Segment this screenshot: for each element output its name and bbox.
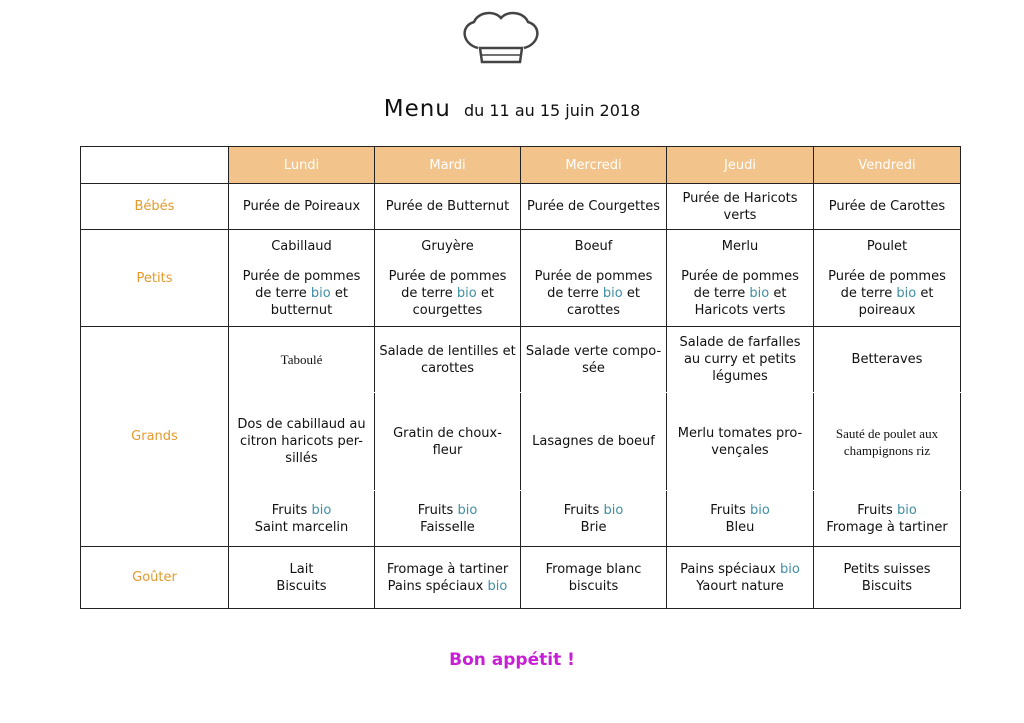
menu-table bbox=[80, 146, 961, 609]
menu-cell: Fruits bio Faisselle bbox=[375, 491, 521, 547]
day-header: Vendredi bbox=[814, 147, 961, 184]
menu-cell: Purée de Butternut bbox=[375, 184, 521, 230]
bio-label: bio bbox=[457, 502, 478, 518]
menu-cell: Fruits bio Fromage à tartiner bbox=[814, 491, 961, 547]
menu-cell: Purée de Courgettes bbox=[521, 184, 667, 230]
menu-cell: Fruits bio Saint marcelin bbox=[229, 491, 375, 547]
corner-cell bbox=[81, 147, 229, 184]
menu-cell bbox=[667, 230, 814, 327]
menu-cell: Merlu tomates pro-vençales bbox=[667, 393, 814, 491]
dish-side: Purée de pommes de terre bio et poireaux bbox=[828, 268, 946, 318]
bio-label: bio bbox=[311, 502, 332, 518]
bio-label: bio bbox=[896, 502, 917, 518]
menu-cell: Fruits bio Brie bbox=[521, 491, 667, 547]
day-header: Lundi bbox=[229, 147, 375, 184]
menu-cell: Taboulé bbox=[229, 327, 375, 393]
day-header-row bbox=[81, 147, 961, 184]
dish-side: Purée de pommes de terre bio et carottes bbox=[534, 268, 653, 318]
bon-appetit-text: Bon appétit ! bbox=[449, 650, 575, 670]
dish-main: Poulet bbox=[866, 238, 908, 254]
menu-cell bbox=[521, 230, 667, 327]
menu-cell bbox=[229, 230, 375, 327]
menu-cell: Purée de Haricots verts bbox=[667, 184, 814, 230]
title-dates: du 11 au 15 juin 2018 bbox=[463, 101, 641, 120]
menu-cell: Gratin de choux-fleur bbox=[375, 393, 521, 491]
menu-title bbox=[0, 96, 1024, 122]
dish-side: Purée de pommes de terre bio et butternut bbox=[242, 268, 361, 318]
dish-main: Gruyère bbox=[421, 238, 474, 254]
menu-cell: Fromage blanc biscuits bbox=[521, 547, 667, 609]
menu-cell: Salade de lentilles et carottes bbox=[375, 327, 521, 393]
day-header: Mardi bbox=[375, 147, 521, 184]
chef-hat-icon bbox=[458, 10, 544, 68]
menu-cell: Betteraves bbox=[814, 327, 961, 393]
category-bebes: Bébés bbox=[81, 184, 229, 230]
menu-cell: Lasagnes de boeuf bbox=[521, 393, 667, 491]
bio-label: bio bbox=[603, 502, 624, 518]
dish-main: Boeuf bbox=[574, 238, 613, 254]
bio-label: bio bbox=[602, 285, 623, 301]
bio-label: bio bbox=[896, 285, 917, 301]
title-menu: Menu bbox=[383, 96, 451, 122]
day-header: Jeudi bbox=[667, 147, 814, 184]
bio-label: bio bbox=[749, 502, 770, 518]
dish-side: Purée de pommes de terre bio et Haricots verts bbox=[681, 268, 799, 318]
category-petits: Petits bbox=[81, 230, 229, 327]
bio-label: bio bbox=[310, 285, 331, 301]
dish-main: Cabillaud bbox=[271, 238, 332, 254]
menu-cell: Salade verte compo-sée bbox=[521, 327, 667, 393]
menu-cell: Salade de farfalles au curry et petits légumes bbox=[667, 327, 814, 393]
menu-cell bbox=[375, 230, 521, 327]
dish-main: Merlu bbox=[721, 238, 759, 254]
grands-entree-row bbox=[81, 327, 961, 393]
bio-label: bio bbox=[456, 285, 477, 301]
bio-label: bio bbox=[779, 561, 800, 577]
category-grands: Grands bbox=[81, 327, 229, 547]
category-gouter: Goûter bbox=[81, 547, 229, 609]
menu-cell bbox=[814, 230, 961, 327]
bebes-row bbox=[81, 184, 961, 230]
gouter-row bbox=[81, 547, 961, 609]
dish-side: Purée de pommes de terre bio et courgettes bbox=[388, 268, 507, 318]
petits-row bbox=[81, 230, 961, 327]
day-header: Mercredi bbox=[521, 147, 667, 184]
menu-cell: Petits suisses Biscuits bbox=[814, 547, 961, 609]
menu-cell: Fromage à tartiner Pains spéciaux bio bbox=[375, 547, 521, 609]
menu-cell: Purée de Carottes bbox=[814, 184, 961, 230]
bio-label: bio bbox=[487, 578, 508, 594]
menu-cell: Dos de cabillaud au citron haricots per-sillés bbox=[229, 393, 375, 491]
menu-cell: Purée de Poireaux bbox=[229, 184, 375, 230]
bio-label: bio bbox=[749, 285, 770, 301]
menu-cell: Lait Biscuits bbox=[229, 547, 375, 609]
menu-cell: Sauté de poulet aux champignons riz bbox=[814, 393, 961, 491]
menu-cell: Pains spéciaux bio Yaourt nature bbox=[667, 547, 814, 609]
menu-cell: Fruits bio Bleu bbox=[667, 491, 814, 547]
